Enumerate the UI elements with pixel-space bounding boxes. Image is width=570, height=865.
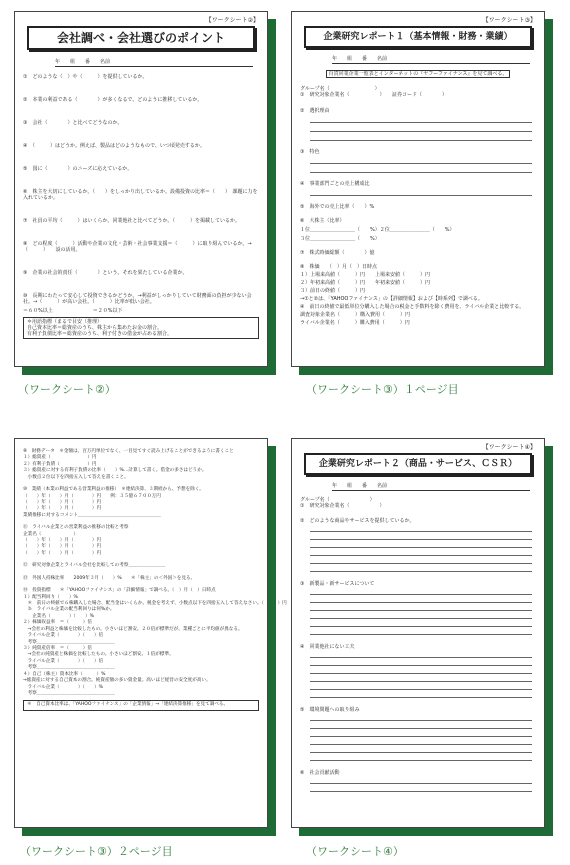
sheet-page	[14, 438, 287, 828]
worksheet-line: ３）総資産に対する有利子負債の比率（ ）%…計算して書く。借金の多さはどうか。	[23, 468, 207, 474]
section-heading: ② どのような商品やサービスを提供しているか。	[300, 518, 415, 524]
worksheet-line: １）配当利回り（ ）%	[23, 594, 78, 600]
answer-line	[310, 555, 532, 556]
answer-line	[310, 760, 532, 761]
worksheet-line: ⑫ 研究対象企業とライバル会社を比較しての考察＿＿＿＿＿＿＿＿	[23, 563, 166, 569]
answer-line	[310, 122, 532, 123]
worksheet-line: （ ）年（ ）月（ ）円	[23, 550, 102, 556]
worksheet-4	[291, 438, 553, 836]
footer-note: ＊ 自己資本比率は、「YAHOOファイナンス」の「企業情報」→「連結決算推移」を見て調べる。	[23, 700, 259, 710]
answer-line	[310, 783, 532, 784]
price-line: ④ 前日の終値で最低単位分購入した場合の税金と手数料を除く費用を、ライバル企業と比較する。	[300, 304, 525, 310]
group-field: グループ名（ ）	[300, 497, 375, 503]
answer-line	[310, 602, 532, 603]
worksheet-2	[14, 11, 276, 375]
answer-line	[310, 610, 532, 611]
answer-line	[310, 665, 532, 666]
price-line: ライバル企業名（ ）購入費用（ ）円	[300, 320, 410, 326]
instruction-box	[300, 70, 536, 78]
question-item: ⑦ 社員の平均（ ）はいくらか。同業他社と比べてどうか。（ ）を掲載しているか。	[23, 218, 240, 224]
sheet-title: 企業研究レポート１（基本情報・財務・業績）	[304, 26, 532, 48]
worksheet-line: 業績推移に対するコメント＿＿＿＿＿＿＿＿＿＿＿＿＿＿＿＿＿＿	[23, 512, 161, 518]
section-heading: ⑥ 大株主（比率）	[300, 218, 345, 224]
price-line: →①と②は、「YAHOOファイナンス」の【詳細情報】および【時系列】で調べる。	[300, 296, 483, 302]
worksheet-line: ⑬ 外国人持株比率 2009年３月（ ）% ＊「株主」の＜外国＞を見る。	[23, 575, 196, 581]
sheet-tag: 【ワークシート②】	[205, 17, 259, 24]
answer-line	[310, 744, 532, 745]
sheet-tag: 【ワークシート③】	[482, 17, 536, 24]
section-heading: ③ 新製品・新サービスについて	[300, 581, 375, 587]
worksheet-line: ２）株価収益率 ＝（ ）倍	[23, 620, 92, 626]
answer-line	[310, 195, 532, 196]
question-item: ⑤ 国に（ ）のニーズに応えているか。	[23, 166, 133, 172]
answer-line	[310, 594, 532, 595]
section-heading: ⑧ 株価 （ ）月（ ）日時点	[300, 264, 377, 270]
worksheet-line: １）総資産（ ）円	[23, 455, 97, 461]
answer-line	[310, 791, 532, 792]
worksheet-line: （ ）年（ ）月（ ）円	[23, 538, 102, 544]
answer-line	[310, 547, 532, 548]
worksheet-3-page-2	[14, 438, 287, 836]
worksheet-line: ライバル企業（ ）（ ）倍	[23, 658, 104, 664]
sheet-tag: 【ワークシート④】	[482, 444, 536, 451]
question-item: ⑥ 株主を大切にしているか。（ ）をしっかり出しているか。設備投資の比率＝（ ） 課題に力を入れているか。	[23, 189, 258, 201]
instruction-text: 百貨同業企業一覧表とインターネットの『ヤフーファイナンス』を見て調べる。	[326, 70, 511, 78]
worksheet-line: ⑨ 財務データ ＊金額は、百万円単位でなく、一目見てすぐ読み上げることができるように書くこと	[23, 449, 234, 454]
sheet-title: 会社調べ・会社選びのポイント	[27, 26, 255, 50]
sheet-title: 企業研究レポート２（商品・サービス、ＣＳＲ）	[304, 453, 532, 475]
group-field: グループ名（ ）	[300, 86, 380, 92]
answer-line	[310, 618, 532, 619]
answer-line	[310, 531, 532, 532]
caption-sheet-3-page-1: （ワークシート③）１ページ目	[306, 383, 459, 396]
worksheet-line: →総資産に対する自己資本の割合。純資産額の多い資金量。高いほど経営の安全度が高い。	[23, 678, 211, 684]
answer-line	[310, 728, 532, 729]
answer-line	[310, 571, 532, 572]
worksheet-line: ライバル企業（ ）（ ）倍	[23, 633, 104, 639]
answer-line	[310, 657, 532, 658]
sheet-body	[300, 497, 536, 792]
worksheet-line: →会社の純資産と株価を比較したもの。小さいほど割安。１倍が標準。	[23, 652, 174, 658]
worksheet-line: 考察＿＿＿＿＿＿＿＿＿＿＿＿＿＿＿＿＿	[23, 639, 115, 645]
caption-sheet-2: （ワークシート②）	[18, 383, 116, 396]
worksheet-line: （ ）年（ ）月（ ）円 例：３５億６７００万円	[23, 493, 161, 499]
question-item: ③ 会社（ ）と比べてどうなのか。	[23, 120, 123, 126]
section-heading: ⑦ 株式時価総額（ ）億	[300, 250, 375, 256]
worksheet-line: （ ）年（ ）月（ ）円	[23, 506, 102, 512]
question-item: ④ （ ）はどうか。例えば、製品はどのようなもので、いつ頃発売するか。	[23, 143, 205, 149]
worksheet-line: ４）自己（株主）資本比率（ ）%	[23, 671, 106, 677]
worksheet-line: ３）純資産倍率 ＝（ ）倍	[23, 645, 92, 651]
worksheet-line: ⑭ 投資指標 ＊「YAHOOファイナンス」の「詳細情報」で調べる。（ ）月（ ）日時点	[23, 588, 216, 594]
question-item: ⑧ どの程度（ ）活動や企業の文化・芸術・社会事業支援＝（ ）に取り組んでいるか。→（ ） 設の活用。	[23, 241, 252, 253]
answer-line	[310, 172, 532, 173]
worksheet-line: ｂ ライバル企業の配当利回りは何%か。	[23, 607, 115, 613]
worksheet-line: 企業名（ ）（ ）%	[23, 613, 94, 619]
name-field: 年 組 番 名前	[332, 482, 530, 491]
worksheet-line: （ ）年（ ）月（ ）円	[23, 544, 102, 550]
answer-line	[310, 736, 532, 737]
answer-line	[310, 689, 532, 690]
question-item: ② 本業の利益である（ ）が多くなるで、どのように推移しているか。	[23, 97, 203, 103]
section-heading: ⑤ 環境問題への取り組み	[300, 707, 360, 713]
question-item: ⑩ 長期にわたって安心して投資できるかどうか。→利益がしっかりしていて財務面の負担が少ない会社。→（ ）が高い会社。（ ）比率が低い会社。	[23, 293, 252, 305]
sheet-page	[291, 11, 545, 367]
sheet-body	[23, 449, 287, 711]
worksheet-line: ＊ 前日の終値で６株購入した場合、配当金はいくらか。税金を考えず、小数点以下を四捨五入して答えなさい。（ ）円	[23, 601, 287, 607]
worksheet-line: →会社の利益と株価を比較したもの。小さいほど割安。２０倍が標準だが、業種ごとに平均値が異なる。	[23, 626, 243, 632]
answer-line	[310, 720, 532, 721]
worksheet-line: 小数点２位以下を四捨五入して答えを書くこと。	[23, 474, 129, 480]
section-heading: ④ 事業部門ごとの売上構成比	[300, 181, 370, 187]
company-field: ① 研究対象企業名（ ） 証券コード（ ）	[300, 92, 447, 98]
shareholder-line: １位＿＿＿＿＿＿＿＿＿（ %）２位＿＿＿＿＿＿＿＿（ %）	[300, 227, 455, 233]
section-heading: ④ 同業他社にない工夫	[300, 644, 355, 650]
sheet-body	[23, 74, 259, 339]
worksheet-line: ２）有利子負債（ ）円	[23, 461, 97, 467]
answer-line	[310, 626, 532, 627]
company-field: ① 研究対象企業名（ ）	[300, 503, 385, 509]
price-line: ２）年初来高値（ ）円 年初来安値（ ）円	[300, 280, 431, 286]
section-heading: ⑥ 社会貢献活動	[300, 770, 340, 776]
worksheet-line: 企業名（ ）	[23, 531, 79, 537]
worksheet-line: ライバル企業（ ）（ ）%	[23, 684, 103, 690]
note-box	[23, 317, 259, 339]
note-line: 自己資本比率＝総資産のうち、株主から集めたお金の割合。	[27, 325, 163, 331]
section-heading: ③ 特色	[300, 149, 320, 155]
answer-line	[310, 131, 532, 132]
sheet-body	[300, 70, 536, 326]
answer-line	[310, 681, 532, 682]
price-line: １）上場来高値（ ）円 上場来安値（ ）円	[300, 272, 431, 278]
worksheet-3-page-1	[291, 11, 553, 375]
answer-line	[310, 539, 532, 540]
answer-line	[310, 634, 532, 635]
worksheet-line: ⑩ 業績（本業の利益である営業利益の推移） ＊連結決算、３期続から、予想を除く。	[23, 487, 204, 493]
sheet-page	[14, 11, 268, 367]
name-field: 年 組 番 名前	[332, 55, 530, 64]
name-field: 年 組 番 名前	[55, 58, 253, 67]
caption-sheet-3-page-2: （ワークシート③）２ページ目	[20, 845, 173, 858]
question-item: ⑨ 企業の社会的責任（ ）という。それを果たしている企業か。	[23, 270, 188, 276]
section-heading: ⑤ 海外での売上比率（ ）%	[300, 204, 375, 210]
worksheet-line: 考察＿＿＿＿＿＿＿＿＿＿＿＿＿＿＿＿＿	[23, 690, 115, 696]
question-item: ① どのような（ ）や（ ）を提供しているか。	[23, 74, 148, 80]
section-heading: ② 選択理由	[300, 108, 330, 114]
shareholder-line: ３位＿＿＿＿＿＿＿＿＿（ %）	[300, 236, 380, 242]
answer-line	[310, 140, 532, 141]
price-line: 調査対象企業名（ ）購入費用（ ）円	[300, 312, 411, 318]
answer-line	[310, 673, 532, 674]
worksheet-line: （ ）年（ ）月（ ）円	[23, 499, 102, 505]
note-line: ＊用語指標（まるで目安（推理）	[27, 319, 102, 325]
answer-line	[310, 563, 532, 564]
price-line: ３）前日の終値（ ）円	[300, 288, 366, 294]
answer-line	[310, 752, 532, 753]
note-line: 有利子負債比率＝総資産のうち、利子付きの借金が占める割合。	[27, 331, 173, 337]
caption-sheet-4: （ワークシート④）	[306, 845, 404, 858]
worksheet-line: 考察＿＿＿＿＿＿＿＿＿＿＿＿＿＿＿＿＿	[23, 665, 115, 671]
sheet-page	[291, 438, 545, 828]
answer-line	[310, 697, 532, 698]
worksheet-line: ⑪ ライバル企業との営業利益の推移の比較と考察	[23, 525, 129, 531]
answer-line	[310, 163, 532, 164]
question-item: ＝６０%以上 ＝２０%以下	[23, 308, 123, 314]
